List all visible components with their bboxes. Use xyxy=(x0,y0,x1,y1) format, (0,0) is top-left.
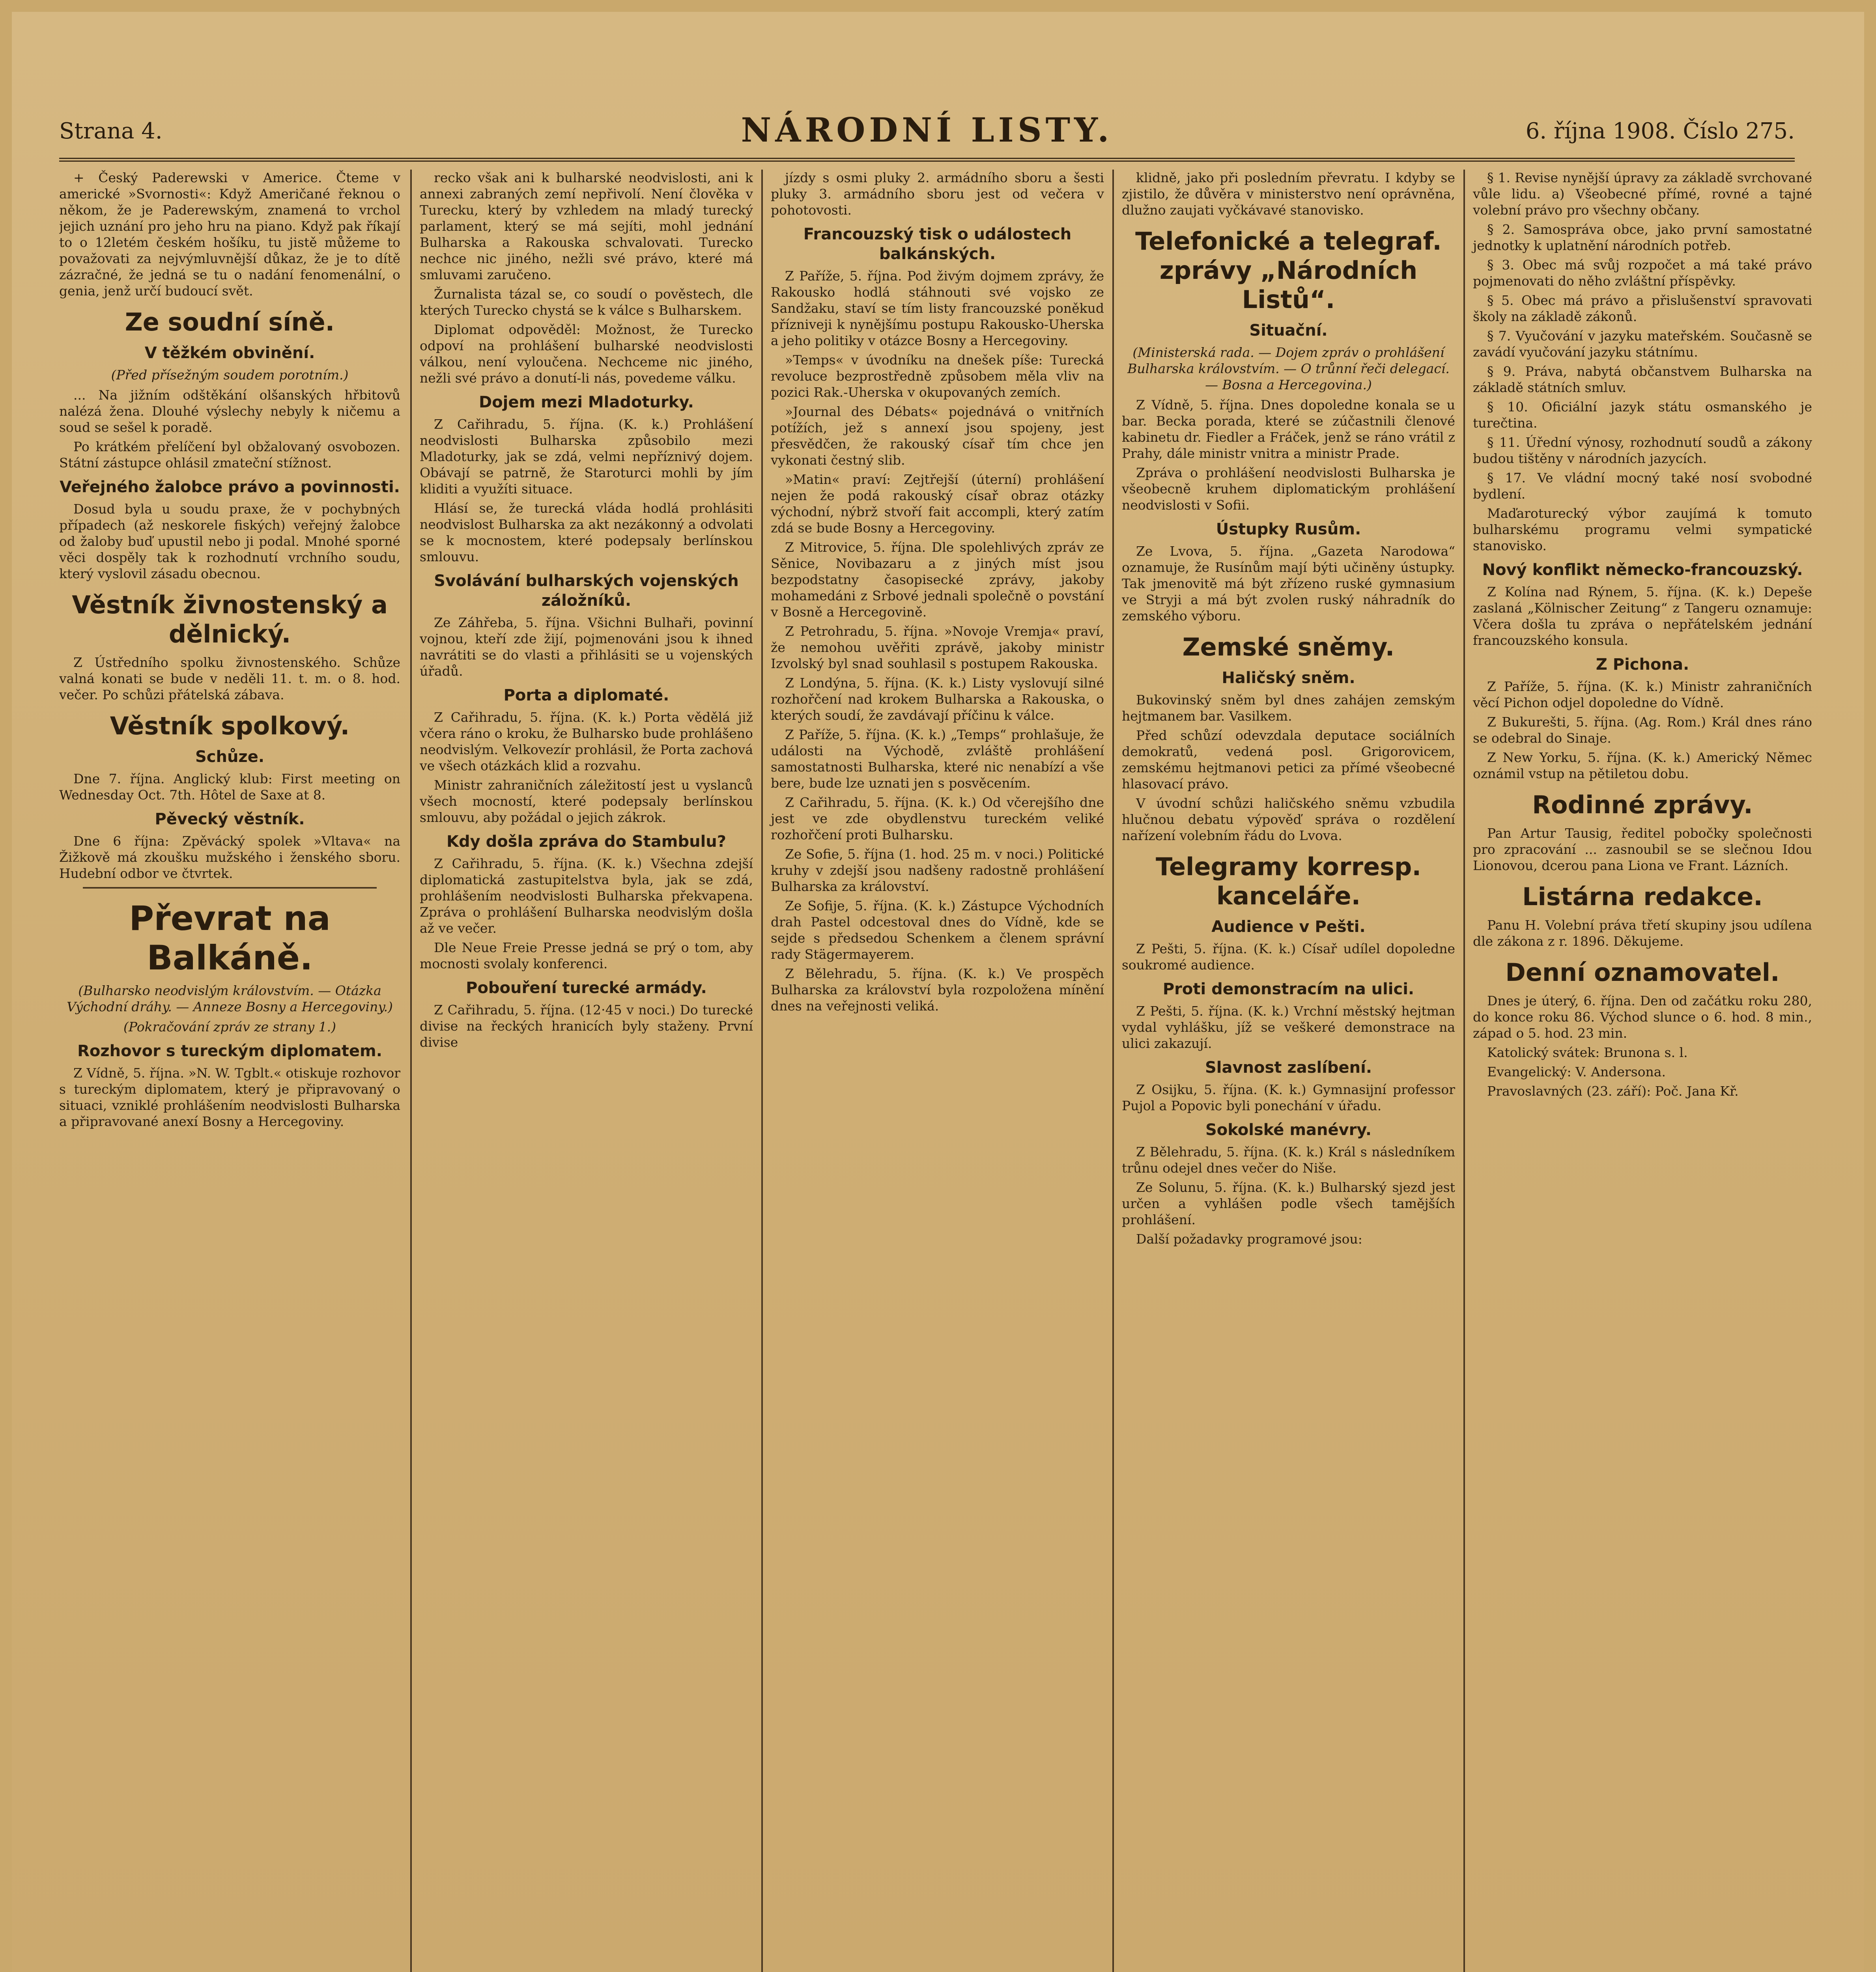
article-paragraph: jízdy s osmi pluky 2. armádního sboru a šesti pluky 3. armádního sboru jest od večera v pohotovosti. xyxy=(771,170,1104,218)
article-subheading: (Ministerská rada. — Dojem zpráv o prohlášení Bulharska královstvím. — O trůnní řeči delegací. — Bosna a Hercegovina.) xyxy=(1127,345,1450,392)
column-5 xyxy=(1463,170,1812,1972)
article-heading: Svolávání bulharských vojenských záložníků. xyxy=(434,572,739,610)
section-heading: Listárna redakce. xyxy=(1522,882,1763,911)
section-heading: Zemské sněmy. xyxy=(1182,633,1395,661)
article-paragraph: § 5. Obec má právo a přislušenství spravovati školy na základě zákonů. xyxy=(1473,293,1812,324)
article-heading: Schůze. xyxy=(195,748,265,766)
newspaper-page xyxy=(12,12,1864,1972)
article-paragraph: Zpráva o prohlášení neodvislosti Bulharska je všeobecně kruhem diplomatickým prohlášení neodvislosti v Sofii. xyxy=(1122,465,1455,513)
article-paragraph: recko však ani k bulharské neodvislosti, ani k annexi zabraných zemí nepřivolí. Není člověka v Turecku, který by vzhledem na mladý turecký parlament, který se má sejíti, mohl jednání Bulharska a Rakouska schvalovati. Turecko nechce nic jiného, nežli své právo, které má smluvami zaručeno. xyxy=(420,170,753,282)
article-paragraph: Před schůzí odevzdala deputace sociálních demokratů, vedená posl. Grigorovicem, zemskému hejtmanovi petici za přímé všeobecné hlasovací právo. xyxy=(1122,728,1455,792)
article-paragraph: + Český Paderewski v Americe. Čteme v americké »Svornosti«: Když Američané řeknou o někom, že je Paderewským, znamená to vrchol jejich uznání pro jeho hru na piano. Když pak říkají to o 12letém českém hošíku, tu jistě můžeme to považovati za nejvýmluvnější důkaz, že je to dítě zázračné, že jedná se tu o nadání fenomenální, o genia, jenž určí budoucí svět. xyxy=(59,170,400,299)
section-heading: Telegramy korresp. kanceláře. xyxy=(1155,852,1421,910)
article-heading: Z Pichona. xyxy=(1596,655,1689,674)
article-heading: Pěvecký věstník. xyxy=(155,810,305,828)
column-4 xyxy=(1112,170,1455,1972)
article-heading: Pobouření turecké armády. xyxy=(466,979,707,997)
masthead xyxy=(59,110,1795,162)
article-heading: V těžkém obvinění. xyxy=(144,344,315,362)
article-paragraph: Katolický svátek: Brunona s. l. xyxy=(1487,1045,1688,1060)
article-paragraph: Z Vídně, 5. října. »N. W. Tgblt.« otiskuje rozhovor s tureckým diplomatem, který je připravovaný o situaci, vzniklé prohlášením neodvislosti Bulharska a připravované anexí Bosny a Hercegoviny. xyxy=(59,1065,400,1129)
column-2 xyxy=(410,170,753,1972)
article-heading: Nový konflikt německo-francouzský. xyxy=(1482,561,1803,579)
article-heading: Kdy došla zpráva do Stambulu? xyxy=(447,833,726,851)
article-paragraph: § 17. Ve vládní mocný také nosí svobodné bydlení. xyxy=(1473,470,1812,502)
article-heading: Slavnost zaslíbení. xyxy=(1205,1059,1372,1077)
article-heading: Audience v Pešti. xyxy=(1211,918,1366,936)
article-heading: Veřejného žalobce právo a povinnosti. xyxy=(60,478,400,496)
article-paragraph: Z Bukurešti, 5. října. (Ag. Rom.) Král dnes ráno se odebral do Sinaje. xyxy=(1473,714,1812,746)
article-paragraph: »Temps« v úvodníku na dnešek píše: Turecká revoluce bezprostředně způsobem měla vliv na pozici Rak.-Uherska v okupovaných zemích. xyxy=(771,352,1104,400)
article-paragraph: § 10. Oficiální jazyk státu osmanského je turečtina. xyxy=(1473,399,1812,431)
article-paragraph: Ze Sofie, 5. října (1. hod. 25 m. v noci.) Politické kruhy v zdejší jsou nadšeny radostně prohlášení Bulharska za království. xyxy=(771,846,1104,894)
article-paragraph: »Matin« praví: Zejtřejší (úterní) prohlášení nejen že podá rakouský císař obraz otázky východní, nýbrž stvoří fait accompli, který zatím zdá se bude Bosny a Hercegoviny. xyxy=(771,472,1104,536)
article-paragraph: Ze Záhřeba, 5. října. Všichni Bulhaři, povinní vojnou, kteří zde žijí, pojmenováni jsou k ihned navrátiti se do vlasti a přihlásiti se u vojenských úřadů. xyxy=(420,615,753,679)
article-heading: Haličský sněm. xyxy=(1222,669,1355,687)
section-heading: Věstník spolkový. xyxy=(110,711,350,740)
article-paragraph: Z Cařihradu, 5. října. (K. k.) Prohlášení neodvislosti Bulharska způsobilo mezi Mladoturky, jak se zdá, velmi nepříznivý dojem. Obávají se patrně, že Staroturci mohli by jím kliditi a využíti situace. xyxy=(420,416,753,497)
article-paragraph: Z Kolína nad Rýnem, 5. října. (K. k.) Depeše zaslaná „Kölnischer Zeitung“ z Tangeru oznamuje: Včera došla tu zpráva o nepřátelském jednání francouzského konsula. xyxy=(1473,584,1812,648)
article-paragraph: Z Petrohradu, 5. října. »Novoje Vremja« praví, že nemohou uvěřiti zprávě, jakoby ministr Izvolský byl snad souhlasil s postupem Rakouska. xyxy=(771,624,1104,671)
section-heading: Věstník živnostenský a dělnický. xyxy=(72,590,388,648)
article-paragraph: Evangelický: V. Andersona. xyxy=(1487,1064,1666,1079)
article-paragraph: Ze Lvova, 5. října. „Gazeta Narodowa“ oznamuje, že Rusínům mají býti učiněny ústupky. Tak jmenovitě má být zřízeno ruské gymnasium ve Stryji a má být zvolen ruský náhradník do zemského výboru. xyxy=(1122,543,1455,624)
article-paragraph: Z Vídně, 5. října. Dnes dopoledne konala se u bar. Becka porada, které se zúčastnili členové kabinetu dr. Fiedler a Fráček, jenž se ráno vrátil z Prahy, dále ministr vnitra a ministr Prade. xyxy=(1122,397,1455,461)
article-paragraph: Z Paříže, 5. října. (K. k.) Ministr zahraničních věcí Pichon odjel dopoledne do Vídně. xyxy=(1473,679,1812,710)
article-paragraph: Po krátkém přelíčení byl obžalovaný osvobozen. Státní zástupce ohlásil zmateční stížnost. xyxy=(59,439,400,471)
article-paragraph: Z Cařihradu, 5. října. (12·45 v noci.) Do turecké divise na řeckých hranicích byly staženy. První divise xyxy=(420,1002,753,1050)
article-paragraph: klidně, jako při posledním převratu. I kdyby se zjistilo, že důvěra v ministerstvo není oprávněna, dlužno zaujati vyčkávavé stanovisko. xyxy=(1122,170,1455,218)
article-paragraph: Pan Artur Tausig, ředitel pobočky společnosti pro zpracování ... zasnoubil se se slečnou Idou Lionovou, dcerou pana Liona ve Frant. Lázních. xyxy=(1473,825,1812,873)
article-paragraph: Dne 6 října: Zpěvácký spolek »Vltava« na Žižkově má zkoušku mužského i ženského sboru. Hudební odbor ve čtvrtek. xyxy=(59,833,400,881)
article-heading: Francouzský tisk o událostech balkánských. xyxy=(803,225,1072,263)
article-paragraph: Dne 7. října. Anglický klub: First meeting on Wednesday Oct. 7th. Hôtel de Saxe at 8. xyxy=(59,771,400,803)
article-paragraph: § 9. Práva, nabytá občanstvem Bulharska na základě státních smluv. xyxy=(1473,364,1812,395)
columns xyxy=(59,170,1812,1972)
article-heading: Situační. xyxy=(1249,321,1328,340)
article-paragraph: Z Paříže, 5. října. Pod živým dojmem zprávy, že Rakousko hodlá stáhnouti své vojsko ze Sandžaku, staví se tím listy francouzské poněkud přízniveji k nynějšímu postupu Rakousko-Uherska a jeho politiky v otázce Bosny a Hercegoviny. xyxy=(771,268,1104,348)
article-paragraph: § 11. Úřední výnosy, rozhodnutí soudů a zákony budou tištěny v národních jazycích. xyxy=(1473,435,1812,466)
article-paragraph: Z Cařihradu, 5. října. (K. k.) Všechna zdejší diplomatická zastupitelstva byla, jak se zdá, prohlášením neodvislosti Bulharska překvapena. Zpráva o prohlášení Bulharska neodvislým došla až ve večer. xyxy=(420,856,753,936)
article-paragraph: Z Osijku, 5. října. (K. k.) Gymnasijní professor Pujol a Popovic byli ponechání v úřadu. xyxy=(1122,1082,1455,1113)
issue-date: 6. října 1908. Číslo 275. xyxy=(1525,118,1795,144)
article-paragraph: Z Cařihradu, 5. října. (K. k.) Od včerejšího dne jest ve zde obydlenstvu tureckém veliké rozhořčení proti Bulharsku. xyxy=(771,795,1104,842)
newspaper-title: NÁRODNÍ LISTY. xyxy=(741,110,1113,149)
article-paragraph: Žurnalista tázal se, co soudí o pověstech, dle kterých Turecko chystá se k válce s Bulharskem. xyxy=(420,286,753,318)
article-paragraph: § 1. Revise nynější úpravy za základě svrchované vůle lidu. a) Všeobecné přímé, rovné a tajné volební právo pro všechny občany. xyxy=(1473,170,1812,218)
article-paragraph: Pravoslavných (23. září): Poč. Jana Kř. xyxy=(1487,1083,1739,1099)
section-heading: Denní oznamovatel. xyxy=(1505,958,1780,987)
article-paragraph: Z Ústředního spolku živnostenského. Schůze valná konati se bude v neděli 11. t. m. o 8. hod. večer. Po schůzi přátelská zábava. xyxy=(59,655,400,702)
article-heading: Rozhovor s tureckým diplomatem. xyxy=(77,1042,382,1060)
article-paragraph: Z Bělehradu, 5. října. (K. k.) Král s následníkem trůnu odejel dnes večer do Niše. xyxy=(1122,1144,1455,1176)
section-heading: Rodinné zprávy. xyxy=(1532,790,1753,819)
article-paragraph: Diplomat odpověděl: Možnost, že Turecko odpoví na prohlášení bulharské neodvislosti válkou, není vyloučena. Nechceme nic jiného, nežli své právo a donutí-li nás, povedeme válku. xyxy=(420,322,753,386)
article-paragraph: § 7. Vyučování v jazyku mateřském. Současně se zavádí vyučování jazyku státnímu. xyxy=(1473,328,1812,360)
article-paragraph: Panu H. Volební práva třetí skupiny jsou udílena dle zákona z r. 1896. Děkujeme. xyxy=(1473,917,1812,949)
column-3 xyxy=(761,170,1104,1972)
article-subheading: (Před přísežným soudem porotním.) xyxy=(111,367,349,383)
article-paragraph: Ze Sofije, 5. října. (K. k.) Zástupce Východních drah Pastel odcestoval dnes do Vídně, kde se sejde s předsedou Schenkem a členem správní rady Stägermayerem. xyxy=(771,898,1104,962)
article-paragraph: V úvodní schůzi haličského sněmu vzbudila hlučnou debatu výpověď správa o rozdělení nařízení volebním řádu do Lvova. xyxy=(1122,796,1455,843)
main-headline: Převrat na Balkáně. xyxy=(129,899,331,978)
section-heading: Ze soudní síně. xyxy=(125,308,335,336)
section-heading: Telefonické a telegraf. zprávy „Národních Listů“. xyxy=(1135,227,1442,314)
article-paragraph: Z Pešti, 5. října. (K. k.) Vrchní městský hejtman vydal vyhlášku, jíž se veškeré demonstrace na ulici zakazují. xyxy=(1122,1003,1455,1051)
article-paragraph: Z Londýna, 5. října. (K. k.) Listy vyslovují silné rozhořčení nad krokem Bulharska a Rakouska, o kterých soudí, že zavdávají příčinu k válce. xyxy=(771,675,1104,723)
column-1 xyxy=(59,170,400,1972)
continuation-note: (Pokračování zpráv ze strany 1.) xyxy=(123,1019,336,1035)
article-paragraph: Ministr zahraničních záležitostí jest u vyslanců všech mocností, které podepsaly berlínskou smlouvu, aby požádal o jejich zákrok. xyxy=(420,777,753,825)
article-heading: Ústupky Rusům. xyxy=(1216,520,1361,538)
article-heading: Dojem mezi Mladoturky. xyxy=(479,393,694,411)
article-paragraph: Z Paříže, 5. října. (K. k.) „Temps“ prohlašuje, že události na Východě, zvláště prohlášení samostatnosti Bulharska, které nic nenabízí a vše bere, bude lze uznati jen s posvěcením. xyxy=(771,727,1104,791)
article-heading: Sokolské manévry. xyxy=(1205,1121,1372,1139)
article-paragraph: Dosud byla u soudu praxe, že v pochybných případech (až neskorele fiských) veřejný žalobce od žaloby buď upustil nebo ji podal. Mnohé sporné věci dospěly tak k rozhodnutí vrchního soudu, který vyslovil zásadu obecnou. xyxy=(59,501,400,581)
article-paragraph: § 2. Samospráva obce, jako první samostatné jednotky k uplatnění národních potřeb. xyxy=(1473,222,1812,253)
article-heading: Porta a diplomaté. xyxy=(503,686,669,704)
article-paragraph: Z Bělehradu, 5. října. (K. k.) Ve prospěch Bulharska za království byla rozpoložena mínění dnes na veřejnosti veliká. xyxy=(771,966,1104,1014)
article-paragraph: Z Cařihradu, 5. října. (K. k.) Porta vědělá již včera ráno o kroku, že Bulharsko bude prohlášeno neodvislým. Velkovezír prohlásil, že Porta zachová ve všech otázkách klid a rozvahu. xyxy=(420,710,753,773)
article-paragraph: Bukovinský sněm byl dnes zahájen zemským hejtmanem bar. Vasilkem. xyxy=(1122,692,1455,724)
headline-summary: (Bulharsko neodvislým královstvím. — Otázka Východní dráhy. — Anneze Bosny a Hercegoviny.) xyxy=(67,983,393,1014)
divider xyxy=(83,887,377,889)
article-paragraph: Dnes je úterý, 6. října. Den od začátku roku 280, do konce roku 86. Východ slunce o 6. hod. 8 min., západ o 5. hod. 23 min. xyxy=(1473,993,1812,1041)
article-paragraph: Další požadavky programové jsou: xyxy=(1136,1231,1362,1247)
article-paragraph: § 3. Obec má svůj rozpočet a má také právo pojmenovati do něho zvláštní příspěvky. xyxy=(1473,257,1812,289)
article-paragraph: Z Mitrovice, 5. října. Dle spolehlivých zpráv ze Sěnice, Novibazaru a z jiných míst jsou bezpodstatny časopisecké zprávy, jakoby mohamedáni z Srbové jednali společně o povstání v Bosně a Hercegovině. xyxy=(771,540,1104,620)
article-heading: Proti demonstracím na ulici. xyxy=(1162,980,1414,998)
article-paragraph: Ze Solunu, 5. října. (K. k.) Bulharský sjezd jest určen a vyhlášen podle všech tamějších prohlášení. xyxy=(1122,1180,1455,1227)
article-paragraph: Z Pešti, 5. října. (K. k.) Císař udílel dopoledne soukromé audience. xyxy=(1122,941,1455,973)
article-paragraph: Hlásí se, že turecká vláda hodlá prohlásiti neodvislost Bulharska za akt nezákonný a odvolati se k mocnostem, které podepsaly berlínskou smlouvu. xyxy=(420,500,753,564)
article-paragraph: Z New Yorku, 5. října. (K. k.) Americký Němec oznámil vstup na pětiletou dobu. xyxy=(1473,750,1812,781)
article-paragraph: »Journal des Débats« pojednává o vnitřních potížích, jež s annexí jsou spojeny, jest přesvědčen, že rakouský císař tím chce jen vykonati čestný slib. xyxy=(771,404,1104,468)
page-number: Strana 4. xyxy=(59,118,163,144)
article-paragraph: Maďaroturecký výbor zaujímá k tomuto bulharskému programu velmi sympatické stanovisko. xyxy=(1473,506,1812,553)
article-paragraph: Dle Neue Freie Presse jedná se prý o tom, aby mocnosti svolaly konferenci. xyxy=(420,940,753,971)
article-paragraph: ... Na jižním odštěkání olšanských hřbitovů nalézá žena. Dlouhé výslechy nebyly k ničemu a soud se sešel k poradě. xyxy=(59,387,400,435)
